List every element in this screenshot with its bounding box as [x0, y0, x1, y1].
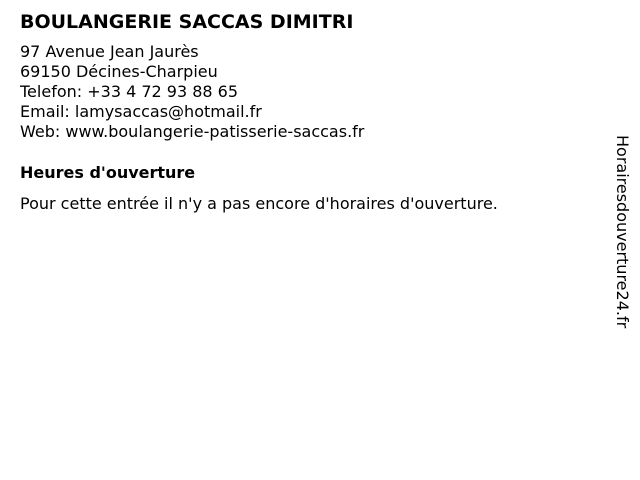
- email-line: [20, 102, 600, 122]
- business-card: [20, 10, 600, 214]
- phone-line: Telefon: +33 4 72 93 88 65: [20, 82, 239, 101]
- opening-hours-message: Pour cette entrée il n'y a pas encore d'horaires d'ouverture.: [20, 194, 498, 213]
- site-brand-vertical: Horairesdouverture24.fr: [613, 135, 632, 329]
- business-name: BOULANGERIE SACCAS DIMITRI: [20, 11, 354, 33]
- web-line: [20, 122, 600, 142]
- city-address: 69150 Décines-Charpieu: [20, 62, 218, 81]
- web-label: Web:: [20, 122, 66, 141]
- email-link[interactable]: lamysaccas@hotmail.fr: [74, 102, 262, 121]
- website-link[interactable]: www.boulangerie-patisserie-saccas.fr: [65, 122, 365, 141]
- street-address: 97 Avenue Jean Jaurès: [20, 42, 199, 61]
- email-label: Email:: [20, 102, 75, 121]
- opening-hours-heading: Heures d'ouverture: [20, 163, 196, 182]
